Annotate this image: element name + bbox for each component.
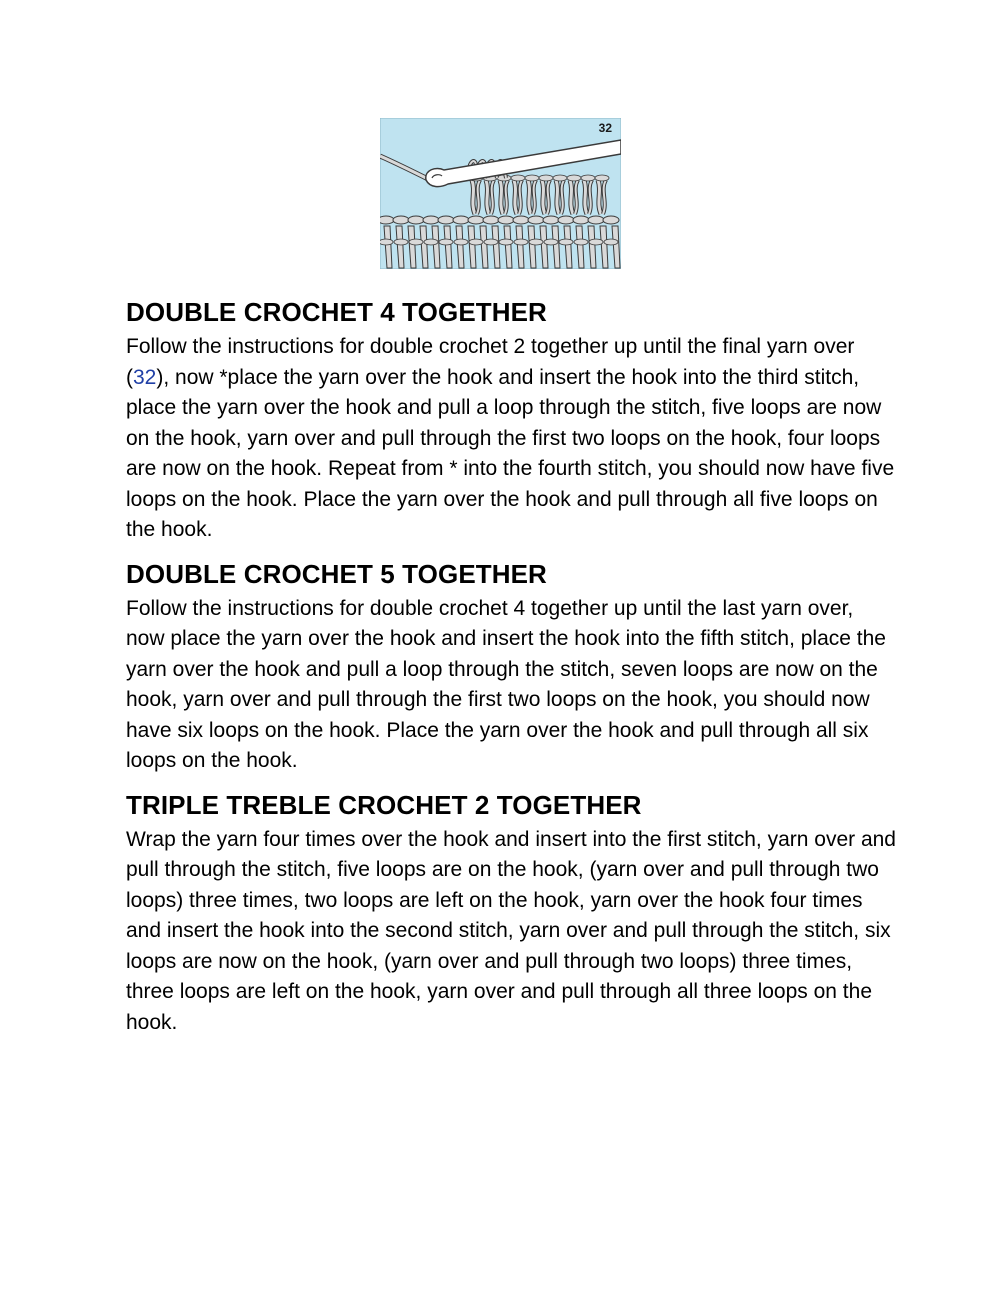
chain-stitch (544, 239, 558, 245)
stitch-top (525, 175, 539, 181)
body-text: ), now *place the yarn over the hook and insert the hook into the third stitch, place the yarn over the hook and pull a loop through the stitch, five loops are now on the hook, yarn over and pull through the first two loops on the hook, four loops are now on the hook. Repeat from * into the fourth stitch, you should now have five loops on the hook. Place the yarn over the hook and pull through all five loops on the hook. (126, 365, 895, 541)
chain-stitch (469, 239, 483, 245)
chain-stitch (499, 239, 513, 245)
section-body (126, 332, 896, 546)
chain-stitch (574, 239, 588, 245)
stitch-top (595, 175, 609, 181)
tall-stitch-fill (528, 180, 531, 214)
tall-stitch-fill (570, 180, 573, 214)
page-content (126, 296, 896, 1050)
section-heading: TRIPLE TREBLE CROCHET 2 TOGETHER (126, 789, 642, 820)
figure-reference-link[interactable]: 32 (133, 365, 157, 389)
chain-stitch (438, 216, 454, 224)
section-body: Follow the instructions for double crochet 4 together up until the last yarn over, now place the yarn over the hook and insert the hook into the fifth stitch, place the yarn over the hook and pull a loop through the stitch, seven loops are now on the hook, yarn over and pull through the first two loops on the hook, you should now have six loops on the hook. Place the yarn over the hook and pull through all six loops on the hook. (126, 596, 886, 772)
crochet-figure (380, 118, 621, 269)
chain-stitch (393, 216, 409, 224)
chain-stitch (483, 216, 499, 224)
tall-stitch-fill (542, 180, 545, 214)
body-text: Follow the instructions for double crochet 2 together up until the final yarn over ( (126, 335, 855, 389)
chain-stitch (484, 239, 498, 245)
chain-stitch (468, 216, 484, 224)
chain-stitch (454, 239, 468, 245)
chain-stitch (558, 216, 574, 224)
tall-stitch-fill (598, 180, 601, 214)
chain-stitch (424, 239, 438, 245)
chain-stitch (394, 239, 408, 245)
chain-stitch (513, 216, 529, 224)
chain-stitch (529, 239, 543, 245)
chain-stitch (423, 216, 439, 224)
section-trtr2tog (126, 789, 896, 1039)
chain-stitch (588, 216, 604, 224)
chain-stitch (380, 216, 394, 224)
stitch-top (581, 175, 595, 181)
tall-stitch-fill (514, 180, 517, 214)
chain-stitch (514, 239, 528, 245)
section-body: Wrap the yarn four times over the hook and insert into the first stitch, yarn over and pull through the stitch, five loops are on the hook, (yarn over and pull through two loops) three times, two loops are left on the hook, yarn over the hook four times and insert the hook into the second stitch, yarn over and pull through the stitch, six loops are now on the hook, (yarn over and pull through two loops) three times, three loops are left on the hook, yarn over and pull through all three loops on the hook. (126, 827, 896, 1034)
chain-stitch (380, 239, 393, 245)
section-dc4tog (126, 296, 896, 546)
chain-stitch (559, 239, 573, 245)
chain-stitch (498, 216, 514, 224)
chain-stitch (604, 239, 618, 245)
stitch-top (553, 175, 567, 181)
chain-stitch (453, 216, 469, 224)
chain-stitch (543, 216, 559, 224)
stitch-top (539, 175, 553, 181)
section-heading: DOUBLE CROCHET 5 TOGETHER (126, 558, 547, 589)
tall-stitch-fill (486, 180, 489, 214)
chain-stitch (528, 216, 544, 224)
tall-stitch-fill (472, 180, 475, 214)
stitch-top (567, 175, 581, 181)
chain-stitch (573, 216, 589, 224)
chain-stitch (439, 239, 453, 245)
tall-stitch-fill (584, 180, 587, 214)
section-heading: DOUBLE CROCHET 4 TOGETHER (126, 297, 547, 327)
chain-stitch (603, 216, 619, 224)
crochet-illustration (380, 118, 621, 269)
chain-stitch (408, 216, 424, 224)
tall-stitch-fill (500, 180, 503, 214)
chain-stitch (409, 239, 423, 245)
stitch-top (511, 175, 525, 181)
chain-stitch (589, 239, 603, 245)
tall-stitch-fill (556, 180, 559, 214)
section-dc5tog (126, 558, 896, 777)
figure-number: 32 (598, 121, 612, 135)
